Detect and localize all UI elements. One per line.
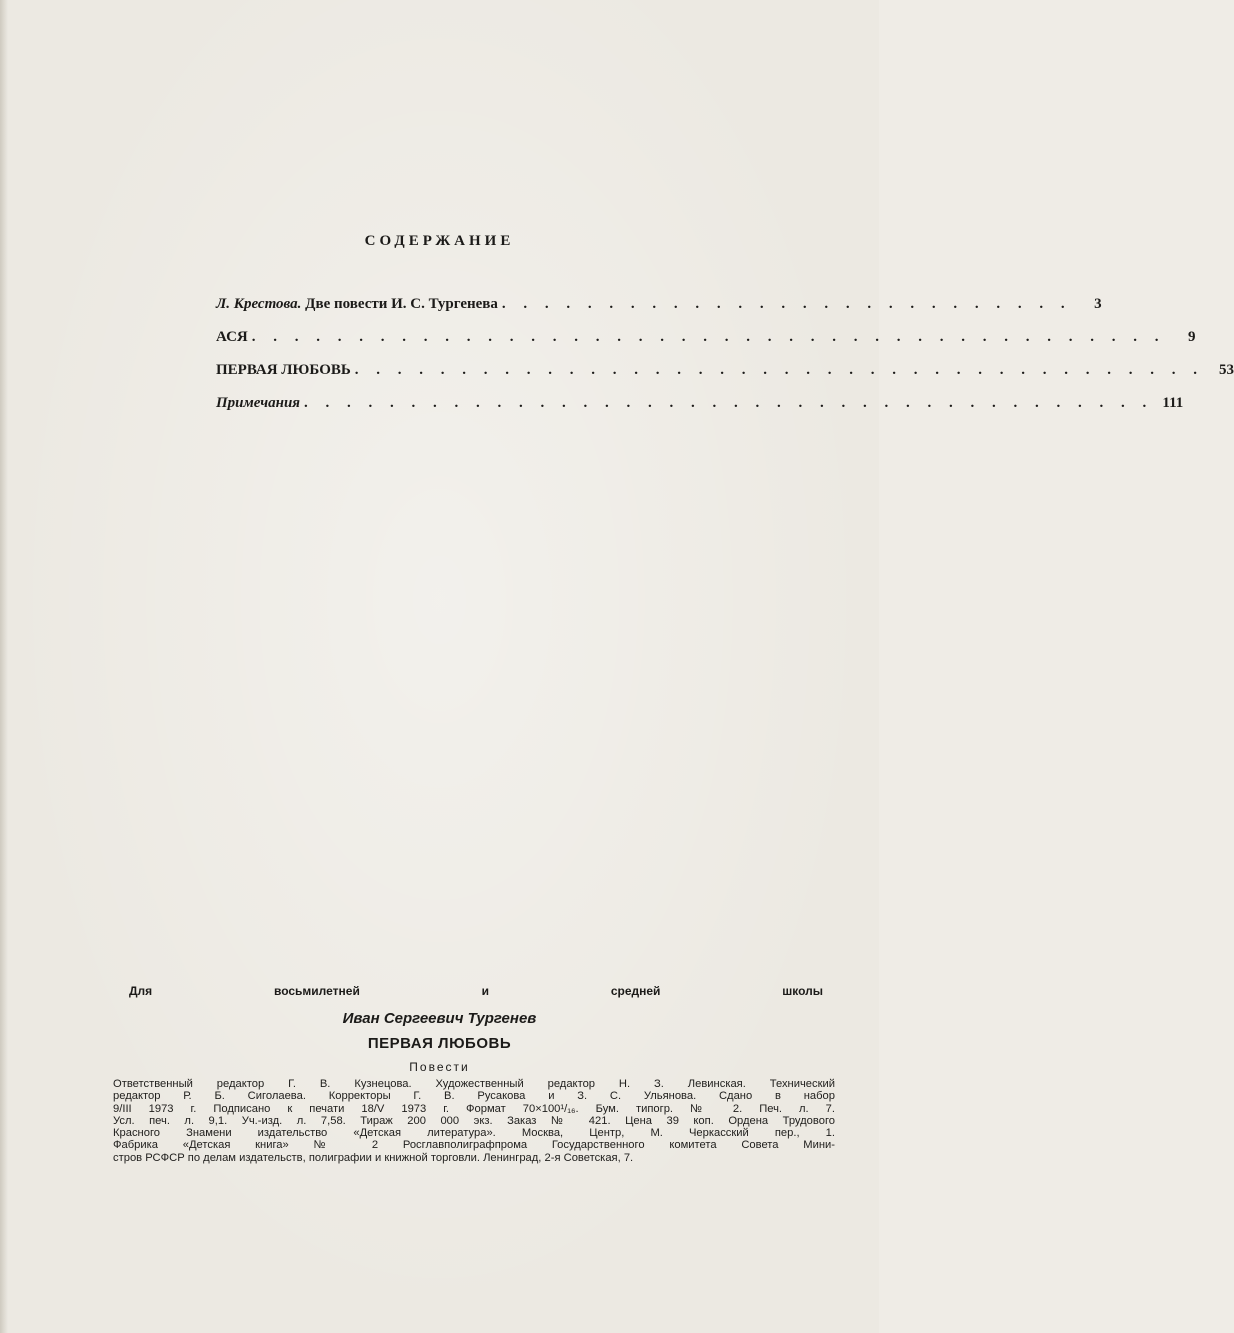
colophon-line: редактор Р. Б. Сиголаева. Корректоры Г. В. Русакова и З. С. Ульянова. Сдано в набор — [113, 1090, 835, 1103]
toc-leader-dots: . . . . . . . . . . . . . . . . . . . . . . . . . . . — [501, 296, 1072, 312]
colophon-line: 9/III 1973 г. Подписано к печати 18/V 1973 г. Формат 70×100¹/₁₆. Бум. типогр. № 2. Печ. л. 7. — [113, 1102, 835, 1115]
toc-entry-label — [216, 296, 498, 313]
toc-leader-dots: . . . . . . . . . . . . . . . . . . . . . . . . . . . . . . . . . . . . . . . . — [354, 362, 1205, 378]
toc-entry-page: 9 — [1188, 329, 1196, 345]
genre-label: Повести — [409, 1060, 470, 1074]
toc-entry — [216, 395, 1184, 428]
audience-word: школы — [782, 984, 823, 998]
colophon-line: Ответственный редактор Г. В. Кузнецова. Художественный редактор Н. З. Левинская. Технический — [113, 1078, 835, 1090]
toc-heading: СОДЕРЖАНИЕ — [364, 233, 515, 249]
colophon — [113, 1078, 835, 1164]
toc-entry-author: Л. Крестова. — [216, 296, 302, 312]
toc-entry-label — [216, 362, 351, 379]
toc-entry-title: АСЯ — [216, 329, 248, 345]
toc-entry-label — [216, 395, 300, 412]
colophon-line: Фабрика «Детская книга» № 2 Росглавполиграфпрома Государственного комитета Совета Мини- — [113, 1139, 835, 1152]
audience-word: и — [481, 984, 490, 998]
audience-line — [129, 984, 823, 998]
toc-entry-page: 111 — [1162, 395, 1184, 411]
toc-leader-dots: . . . . . . . . . . . . . . . . . . . . . . . . . . . . . . . . . . . . . . . . — [304, 395, 1154, 411]
toc-entry-title: ПЕРВАЯ ЛЮБОВЬ — [216, 362, 351, 378]
colophon-line: Красного Знамени издательство «Детская литература». Москва, Центр, М. Черкасский пер., 1. — [113, 1127, 835, 1140]
colophon-line: Усл. печ. л. 9,1. Уч.-изд. л. 7,58. Тираж 200 000 экз. Заказ № 421. Цена 39 коп. Ордена Трудового — [113, 1114, 835, 1127]
toc-entry-page: 53 — [1219, 362, 1234, 378]
toc-leader-dots: . . . . . . . . . . . . . . . . . . . . . . . . . . . . . . . . . . . . . . . . . . . — [251, 329, 1166, 345]
toc-entry — [216, 329, 1196, 362]
page-edge-shadow — [0, 0, 8, 1333]
table-of-contents — [216, 296, 1234, 428]
toc-entry-title: Примечания — [216, 395, 301, 411]
toc-entry-title: Две повести И. С. Тургенева — [305, 296, 498, 312]
colophon-line: стров РСФСР по делам издательств, полиграфии и книжной торговли. Ленинград, 2-я Советская, 7. — [113, 1151, 634, 1164]
audience-word: восьмилетней — [273, 984, 360, 998]
toc-entry — [216, 296, 1102, 329]
author-name: Иван Сергеевич Тургенев — [342, 1010, 537, 1027]
toc-entry-label — [216, 329, 248, 346]
book-title: ПЕРВАЯ ЛЮБОВЬ — [367, 1035, 512, 1052]
audience-word: Для — [129, 984, 153, 998]
toc-entry-page: 3 — [1094, 296, 1102, 312]
audience-word: средней — [610, 984, 661, 998]
toc-entry — [216, 362, 1234, 395]
